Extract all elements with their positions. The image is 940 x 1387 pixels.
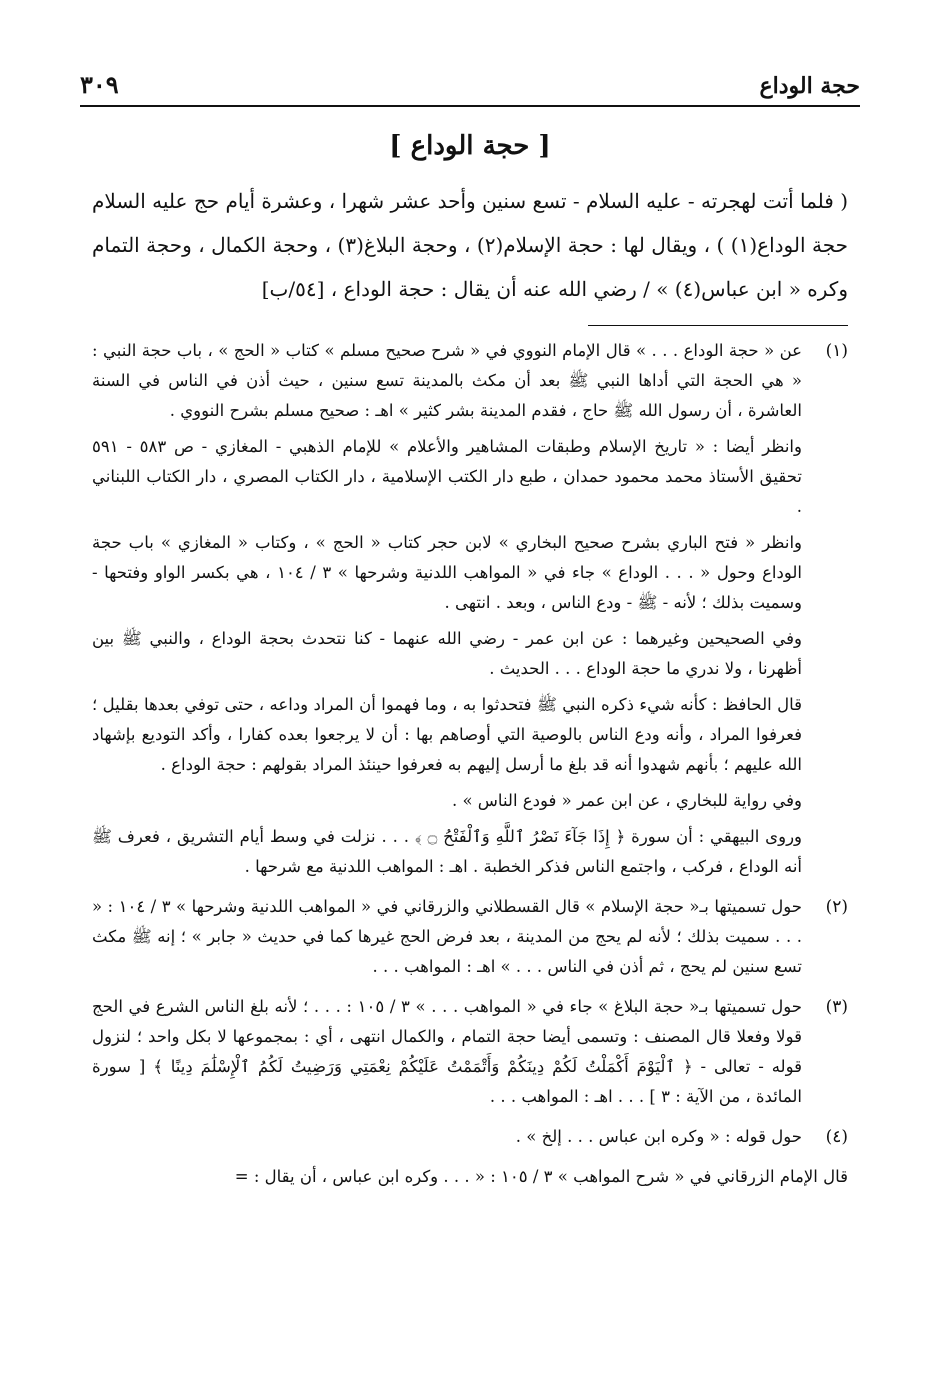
footnote-separator xyxy=(588,325,848,326)
footnote-number: (٢) xyxy=(825,897,848,917)
footnote-number: (١) xyxy=(825,341,848,361)
footnote-paragraph: وانظر أيضا : « تاريخ الإسلام وطبقات المشاهير والأعلام » للإمام الذهبي - المغازي - ص ٥٨٣ - ٥٩١ تحقيق الأستاذ محمد محمود حمدان ، طبع دار الكتب الإسلامية ، دار الكتاب المصري ، دار الكتاب اللبناني . xyxy=(92,437,802,516)
running-title: حجة الوداع xyxy=(759,73,860,99)
page-number: ٣٠٩ xyxy=(80,70,119,99)
footnote-4 xyxy=(92,1122,848,1158)
footnote-number: (٣) xyxy=(825,997,848,1017)
running-head xyxy=(80,70,860,107)
footnote-paragraph: حول تسميتها بـ« حجة البلاغ » جاء في « المواهب . . . » ٣ / ١٠٥ : . . . ؛ لأنه بلغ الناس الشرع في الحج قولا وفعلا قال المصنف : وتسمى أيضا حجة التمام ، والكمال انتهى ، أي : بمجموعها لا بكل واحد ؛ لنزول قوله - تعالى - ﴿ ٱلْيَوْمَ أَكْمَلْتُ لَكُمْ دِينَكُمْ وَأَتْمَمْتُ عَلَيْكُمْ نِعْمَتِي وَرَضِيتُ لَكُمُ ٱلْإِسْلَٰمَ دِينًا ﴾ [ سورة المائدة ، من الآية : ٣ ] . . . اهـ : المواهب . . . xyxy=(92,997,803,1106)
footnote-continuation xyxy=(92,1162,848,1192)
footnote-body xyxy=(92,892,802,988)
footnote-paragraph: حول تسميتها بـ« حجة الإسلام » قال القسطلاني والزرقاني في « المواهب اللدنية وشرحها » ٣ / ١٠٤ : « . . . سميت بذلك ؛ لأنه لم يحج من المدينة ، بعد فرض الحج غيرها كما في حديث « جابر » ؛ إنه ﷺ مكث تسع سنين لم يحج ، ثم أذن في الناس . . . » اهـ : المواهب . . . xyxy=(92,897,802,976)
footnote-paragraph: وانظر « فتح الباري بشرح صحيح البخاري » لابن حجر كتاب « الحج » ، وكتاب « المغازي » باب حجة الوداع وحول « . . . الوداع » جاء في « المواهب اللدنية وشرحها » ٣ / ١٠٤ ، هي بكسر الواو وفتحها - وسميت بذلك ؛ لأنه - ﷺ - ودع الناس ، وبعد . انتهى . xyxy=(92,533,802,612)
footnote-number: (٤) xyxy=(825,1127,848,1147)
footnote-paragraph: وفي رواية للبخاري ، عن ابن عمر « فودع الناس » . xyxy=(451,791,802,810)
footnote-paragraph: عن « حجة الوداع . . . » قال الإمام النووي في « شرح صحيح مسلم » كتاب « الحج » ، باب حجة النبي : « هي الحجة التي أداها النبي ﷺ بعد أن مكث بالمدينة تسع سنين ، حيث أذن في الناس في السنة العاشرة ، أن رسول الله ﷺ حاج ، فقدم المدينة بشر كثير » اهـ : صحيح مسلم بشرح النووي . xyxy=(92,341,802,420)
footnote-body xyxy=(92,992,802,1118)
section-heading: [ حجة الوداع ] xyxy=(389,131,551,161)
footnote-paragraph: وروى البيهقي : أن سورة ﴿ إِذَا جَآءَ نَصْرُ ٱللَّهِ وَٱلْفَتْحُ ۝ ﴾ . . . نزلت في وسط أيام التشريق ، فعرف ﷺ أنه الوداع ، فركب ، واجتمع الناس فذكر الخطبة . اهـ : المواهب اللدنية مع شرحها . xyxy=(92,827,803,876)
footnote-2 xyxy=(92,892,848,988)
main-text xyxy=(92,179,848,311)
footnote-body xyxy=(92,1122,802,1158)
footnote-paragraph: حول قوله : « وكره ابن عباس . . . إلخ » . xyxy=(515,1127,802,1146)
footnotes xyxy=(92,336,848,1192)
footnote-1 xyxy=(92,336,848,888)
footnote-body xyxy=(92,336,802,888)
main-paragraph: ( فلما أتت لهجرته - عليه السلام - تسع سنين وأحد عشر شهرا ، وعشرة أيام حج عليه السلام حجة الوداع(١) ) ، ويقال لها : حجة الإسلام(٢) ، وحجة البلاغ(٣) ، وحجة الكمال ، وحجة التمام وكره « ابن عباس(٤) » / رضي الله عنه أن يقال : حجة الوداع ، [٥٤/ب] xyxy=(92,189,848,301)
footnote-paragraph: قال الحافظ : كأنه شيء ذكره النبي ﷺ فتحدثوا به ، وما فهموا أن المراد وداعه ، حتى توفي بعدها بقليل ؛ فعرفوا المراد ، وأنه ودع الناس بالوصية التي أوصاهم بها : أن لا يرجعوا بعده كفارا ، وأكد التوديع بإشهاد الله عليهم ؛ بأنهم شهدوا أنه قد بلغ ما أرسل إليهم به فعرفوا حينئذ المراد بقولهم : حجة الوداع . xyxy=(92,695,802,774)
footnote-paragraph: وفي الصحيحين وغيرهما : عن ابن عمر - رضي الله عنهما - كنا نتحدث بحجة الوداع ، والنبي ﷺ بين أظهرنا ، ولا ندري ما حجة الوداع . . . الحديث . xyxy=(92,629,802,678)
footnote-3 xyxy=(92,992,848,1118)
continuation-line: قال الإمام الزرقاني في « شرح المواهب » ٣ / ١٠٥ : « . . . وكره ابن عباس ، أن يقال : = xyxy=(234,1167,848,1186)
